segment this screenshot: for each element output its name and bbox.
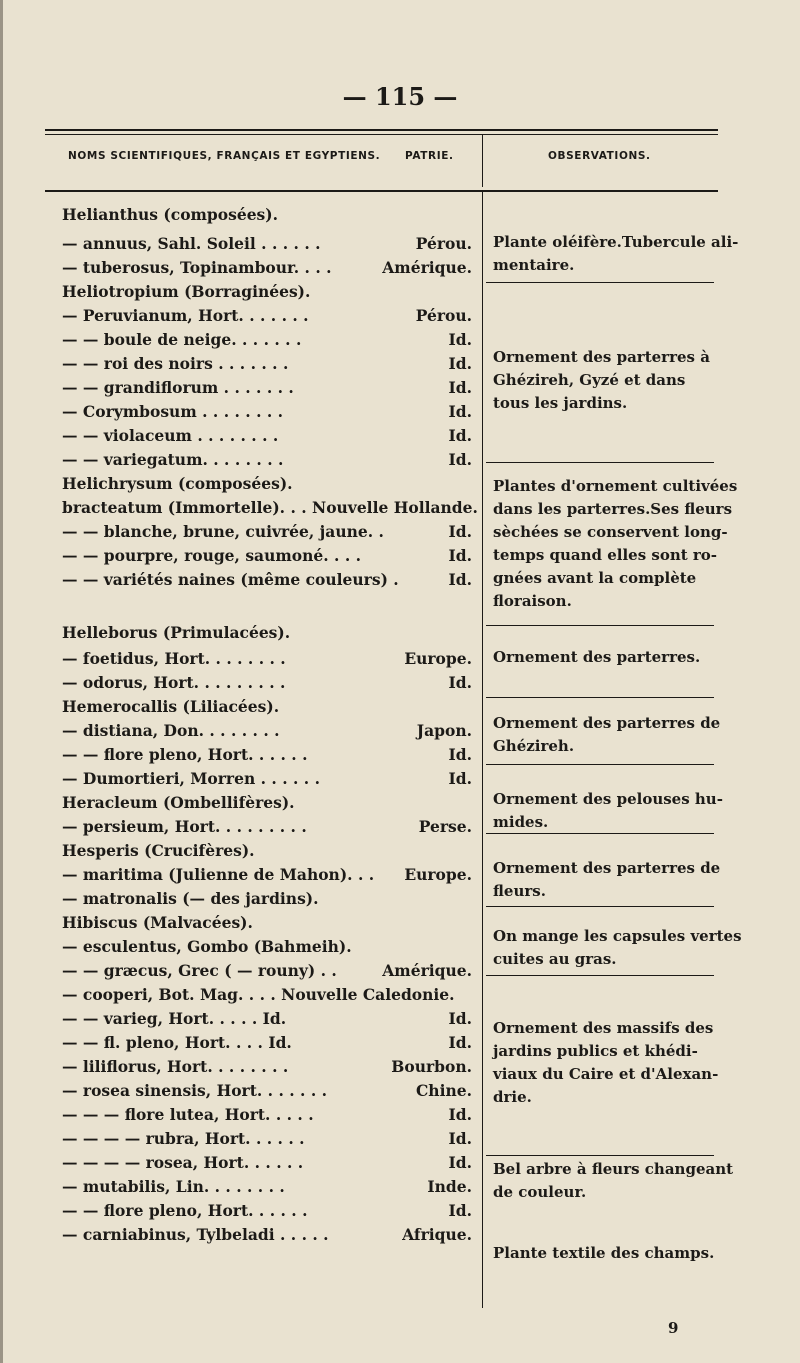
entry-row [0, 671, 800, 695]
observation-line: mides. [493, 813, 549, 831]
signature-mark: 9 [668, 1319, 679, 1337]
entry-row [0, 203, 800, 227]
observation-line: mentaire. [493, 256, 575, 274]
entry-patrie: Inde. [427, 1177, 472, 1196]
entry-patrie: Perse. [418, 817, 472, 836]
entry-patrie: Id. [448, 745, 472, 764]
entry-name: Helichrysum (composées). [62, 474, 293, 493]
entry-patrie: Id. [448, 354, 472, 373]
observation-separator [486, 282, 714, 283]
entry-name: — — variétés naines (même couleurs) . [62, 570, 399, 589]
observation-line: temps quand elles sont ro- [493, 546, 718, 564]
entry-patrie: Chine. [415, 1081, 472, 1100]
top-rule [45, 129, 718, 131]
observation-separator [486, 697, 714, 698]
entry-name: — liliflorus, Hort. . . . . . . . [62, 1057, 289, 1076]
observation-separator [486, 462, 714, 463]
entry-patrie: Id. [448, 1129, 472, 1148]
observation-block [493, 857, 721, 903]
top-rule-thin [45, 134, 718, 135]
observation-block [493, 646, 715, 669]
observation-separator [486, 906, 714, 907]
entry-patrie: Id. [448, 1153, 472, 1172]
header-column-divider [482, 135, 483, 187]
observation-line: Ghézireh, Gyzé et dans [493, 371, 686, 389]
entry-row [0, 448, 800, 472]
entry-name: — Peruvianum, Hort. . . . . . . [62, 306, 309, 325]
observation-line: Bel arbre à fleurs changeant [493, 1160, 734, 1178]
entry-name: — — — — rosea, Hort. . . . . . [62, 1153, 304, 1172]
entry-name: — — violaceum . . . . . . . . [62, 426, 279, 445]
entry-patrie: Id. [448, 450, 472, 469]
entry-patrie: Europe. [404, 649, 472, 668]
entry-name: — tuberosus, Topinambour. . . . [62, 258, 332, 277]
entry-name: — esculentus, Gombo (Bahmeih). [62, 937, 352, 956]
observation-line: Ornement des pelouses hu- [493, 790, 723, 808]
observation-block [493, 712, 721, 758]
observation-block [493, 1242, 715, 1265]
entry-row [0, 1127, 800, 1151]
entry-name: — — græcus, Grec ( — rouny) . . [62, 961, 337, 980]
column-header-names: NOMS SCIENTIFIQUES, FRANÇAIS ET EGYPTIENS. [68, 150, 381, 162]
entry-name: Helianthus (composées). [62, 205, 279, 224]
observation-line: de couleur. [493, 1183, 587, 1201]
observation-line: Ornement des massifs des [493, 1019, 714, 1037]
header-bottom-rule [45, 190, 718, 192]
column-header-observations: OBSERVATIONS. [548, 150, 651, 162]
entry-name: — carniabinus, Tylbeladi . . . . . [62, 1225, 329, 1244]
column-header-patrie: PATRIE. [405, 150, 454, 162]
observation-line: drie. [493, 1088, 532, 1106]
entry-patrie: Japon. [416, 721, 472, 740]
observation-line: viaux du Caire et d'Alexan- [493, 1065, 719, 1083]
entry-name: bracteatum (Immortelle). . . Nouvelle Hollande. [62, 498, 478, 517]
observation-block [493, 925, 742, 971]
page-number: — 115 — [342, 82, 458, 111]
observation-line: jardins publics et khédi- [493, 1042, 698, 1060]
observation-line: dans les parterres.Ses fleurs [493, 500, 733, 518]
entry-row [0, 280, 800, 304]
entry-patrie: Amérique. [382, 258, 472, 277]
entry-name: — — variegatum. . . . . . . . [62, 450, 284, 469]
entry-name: Hemerocallis (Liliacées). [62, 697, 280, 716]
entry-name: — — — flore lutea, Hort. . . . . [62, 1105, 314, 1124]
observation-line: Ghézireh. [493, 737, 575, 755]
observation-block [493, 788, 723, 834]
entry-name: — distiana, Don. . . . . . . . [62, 721, 280, 740]
observation-line: sèchées se conservent long- [493, 523, 728, 541]
entry-patrie: Pérou. [415, 234, 472, 253]
entry-patrie: Id. [448, 522, 472, 541]
entry-name: — rosea sinensis, Hort. . . . . . . [62, 1081, 328, 1100]
observation-block [493, 346, 715, 415]
entry-patrie: Id. [448, 402, 472, 421]
entry-patrie: Amérique. [382, 961, 472, 980]
entry-name: Heliotropium (Borraginées). [62, 282, 311, 301]
observation-line: gnées avant la complète [493, 569, 697, 587]
entry-patrie: Id. [448, 769, 472, 788]
observation-line: fleurs. [493, 882, 546, 900]
observation-block [493, 231, 739, 277]
entry-patrie: Id. [448, 1009, 472, 1028]
entry-name: — persieum, Hort. . . . . . . . . [62, 817, 307, 836]
entry-name: — annuus, Sahl. Soleil . . . . . . [62, 234, 321, 253]
entry-patrie: Id. [448, 1105, 472, 1124]
entry-patrie: Id. [448, 570, 472, 589]
entry-patrie: Id. [448, 330, 472, 349]
entry-name: Hesperis (Crucifères). [62, 841, 255, 860]
entry-row [0, 983, 800, 1007]
entry-patrie: Id. [448, 378, 472, 397]
observation-separator [486, 975, 714, 976]
observation-line: Ornement des parterres de [493, 714, 721, 732]
entry-name: — — varieg, Hort. . . . . Id. [62, 1009, 287, 1028]
entry-name: — cooperi, Bot. Mag. . . . Nouvelle Caledonie. [62, 985, 455, 1004]
entry-name: Helleborus (Primulacées). [62, 623, 291, 642]
observation-line: tous les jardins. [493, 394, 628, 412]
observation-block [493, 1158, 734, 1204]
entry-name: — matronalis (— des jardins). [62, 889, 319, 908]
entry-patrie: Afrique. [402, 1225, 472, 1244]
observation-line: Plantes d'ornement cultivées [493, 477, 738, 495]
entry-name: — — roi des noirs . . . . . . . [62, 354, 289, 373]
observation-line: cuites au gras. [493, 950, 617, 968]
entry-name: — mutabilis, Lin. . . . . . . . [62, 1177, 285, 1196]
observation-separator [486, 625, 714, 626]
entry-patrie: Id. [448, 426, 472, 445]
observation-line: Ornement des parterres de [493, 859, 721, 877]
entry-name: — maritima (Julienne de Mahon). . . [62, 865, 375, 884]
entry-row [0, 424, 800, 448]
observation-line: Ornement des parterres à [493, 348, 710, 366]
entry-name: — — blanche, brune, cuivrée, jaune. . [62, 522, 384, 541]
entry-patrie: Pérou. [415, 306, 472, 325]
entry-patrie: Id. [448, 1033, 472, 1052]
entry-name: — Dumortieri, Morren . . . . . . [62, 769, 320, 788]
entry-name: — odorus, Hort. . . . . . . . . [62, 673, 286, 692]
entry-name: — — boule de neige. . . . . . . [62, 330, 302, 349]
entry-name: — — flore pleno, Hort. . . . . . [62, 745, 308, 764]
entry-name: Hibiscus (Malvacées). [62, 913, 253, 932]
entry-patrie: Id. [448, 673, 472, 692]
entry-patrie: Id. [448, 546, 472, 565]
entry-name: — — — — rubra, Hort. . . . . . [62, 1129, 305, 1148]
observation-line: floraison. [493, 592, 572, 610]
observation-line: On mange les capsules vertes [493, 927, 742, 945]
observation-line: Plante oléifère.Tubercule ali- [493, 233, 739, 251]
observation-separator [486, 764, 714, 765]
observation-block [493, 1017, 719, 1109]
entry-patrie: Europe. [404, 865, 472, 884]
entry-name: — — fl. pleno, Hort. . . . Id. [62, 1033, 292, 1052]
entry-name: — foetidus, Hort. . . . . . . . [62, 649, 286, 668]
observation-line: Plante textile des champs. [493, 1244, 715, 1262]
entry-patrie: Bourbon. [391, 1057, 472, 1076]
entry-name: Heracleum (Ombellifères). [62, 793, 295, 812]
entry-patrie: Id. [448, 1201, 472, 1220]
observation-line: Ornement des parterres. [493, 648, 701, 666]
entry-name: — — grandiflorum . . . . . . . [62, 378, 294, 397]
entry-row [0, 304, 800, 328]
entry-name: — — flore pleno, Hort. . . . . . [62, 1201, 308, 1220]
observation-block [493, 475, 738, 613]
entry-name: — — pourpre, rouge, saumoné. . . . [62, 546, 362, 565]
observation-separator [486, 1155, 714, 1156]
observation-separator [486, 833, 714, 834]
entry-name: — Corymbosum . . . . . . . . [62, 402, 284, 421]
